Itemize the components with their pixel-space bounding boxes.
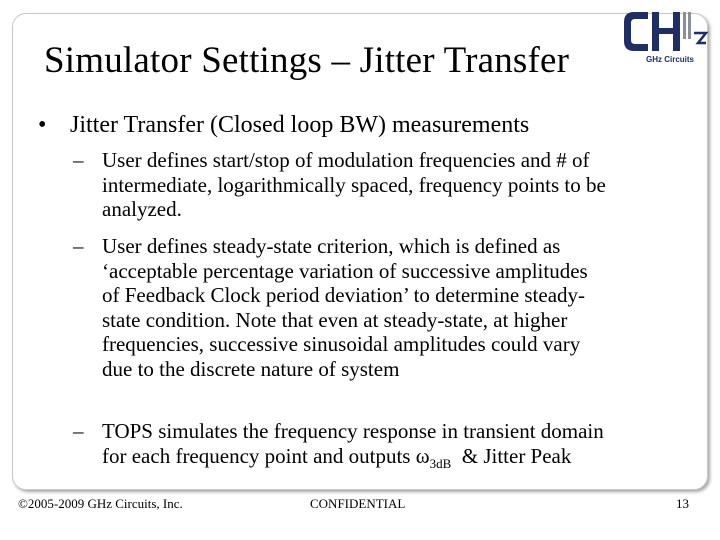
company-logo: [614, 3, 714, 65]
formula-text-before: for each frequency point and outputs ω: [102, 443, 430, 468]
footer-page-number: 13: [676, 496, 689, 511]
formula-text-after: & Jitter Peak: [451, 443, 572, 468]
logo-text: GHz Circuits: [645, 55, 695, 64]
bullet-text: Jitter Transfer (Closed loop BW) measurements: [70, 112, 530, 138]
sub-bullet-line: User defines steady-state criterion, which is defined as: [102, 234, 561, 258]
footer-confidential: CONFIDENTIAL: [310, 496, 406, 511]
bullet-marker: •: [38, 112, 47, 138]
sub-bullet-line-formula: [102, 444, 720, 469]
sub-bullet-marker: –: [73, 419, 84, 443]
sub-bullet-marker: –: [73, 148, 84, 172]
sub-bullet-line: ‘acceptable percentage variation of successive amplitudes: [102, 258, 588, 283]
sub-bullet-line: state condition. Note that even at steady-state, at higher: [102, 307, 568, 332]
footer-copyright: ©2005-2009 GHz Circuits, Inc.: [18, 496, 183, 511]
sub-bullet-line: analyzed.: [102, 197, 182, 221]
sub-bullet-line: intermediate, logarithmically spaced, frequency points to be: [102, 172, 606, 197]
sub-bullet-line: due to the discrete nature of system: [102, 356, 400, 381]
sub-bullet-line: of Feedback Clock period deviation’ to determine steady-: [102, 283, 586, 307]
slide-title: Simulator Settings – Jitter Transfer: [44, 40, 570, 81]
sub-bullet-line: User defines start/stop of modulation frequencies and # of: [102, 148, 590, 172]
sub-bullet-line: TOPS simulates the frequency response in transient domain: [102, 419, 604, 443]
omega-subscript: 3dB: [429, 455, 452, 471]
sub-bullet-marker: –: [73, 234, 84, 258]
sub-bullet-line: frequencies, successive sinusoidal amplitudes could vary: [102, 332, 581, 356]
